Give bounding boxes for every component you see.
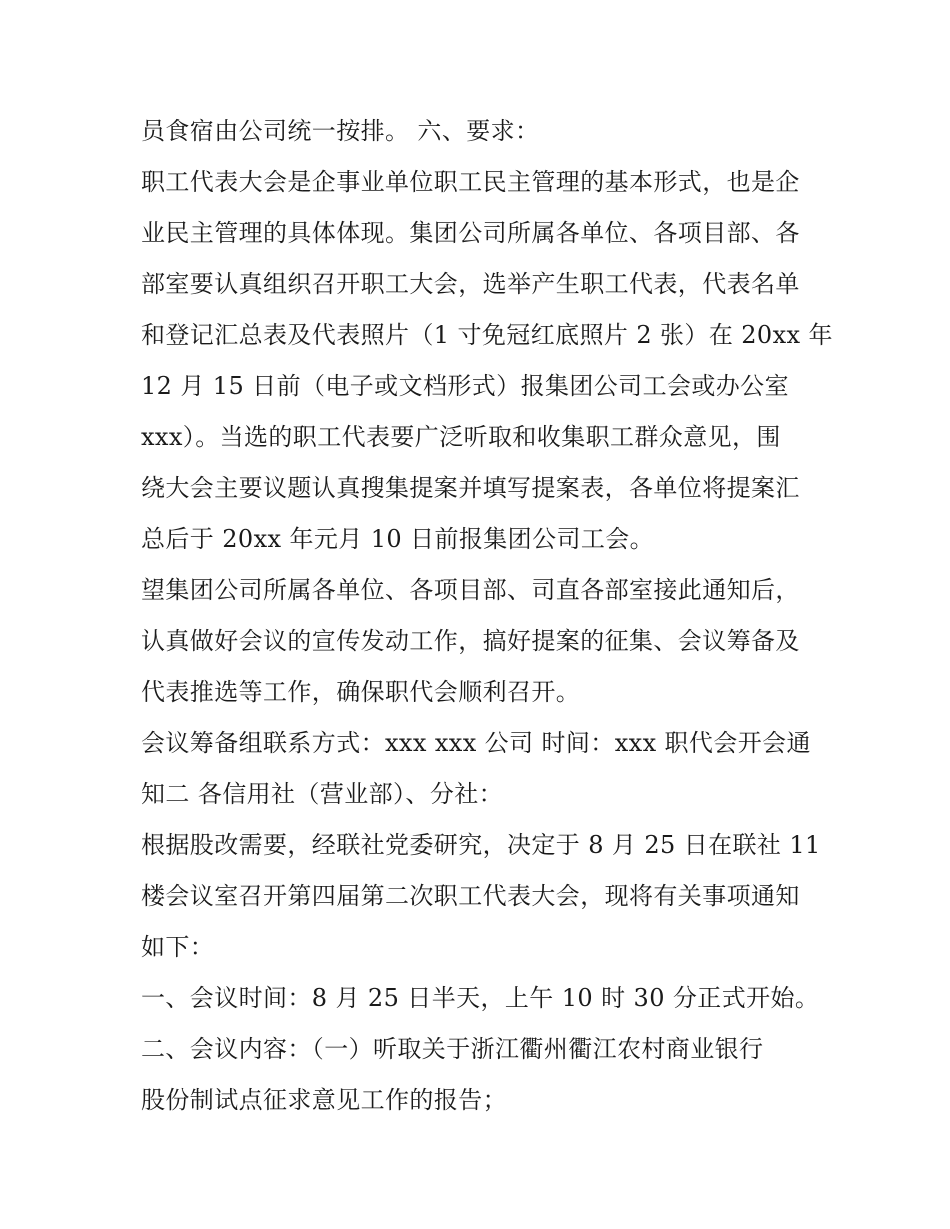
text-line: 员食宿由公司统一按排。 六、要求：: [141, 117, 540, 145]
text-line: 望集团公司所属各单位、各项目部、司直各部室接此通知后，: [141, 576, 800, 604]
text-line: 绕大会主要议题认真搜集提案并填写提案表，各单位将提案汇: [141, 474, 800, 502]
document-body: [141, 106, 833, 1126]
text-line: 总后于 20xx 年元月 10 日前报集团公司工会。: [141, 525, 655, 553]
text-line: 代表推选等工作，确保职代会顺利召开。: [141, 678, 581, 706]
text-line: xxx）。当选的职工代表要广泛听取和收集职工群众意见，围: [141, 423, 781, 451]
text-line: 职工代表大会是企事业单位职工民主管理的基本形式，也是企: [141, 168, 800, 196]
text-line: 二、会议内容：（一）听取关于浙江衢州衢江农村商业银行: [141, 1035, 764, 1063]
text-line: 一、会议时间：8 月 25 日半天，上午 10 时 30 分正式开始。: [141, 984, 820, 1012]
text-line: 部室要认真组织召开职工大会，选举产生职工代表，代表名单: [141, 270, 800, 298]
text-line: 认真做好会议的宣传发动工作，搞好提案的征集、会议筹备及: [141, 627, 800, 655]
text-line: 如下：: [141, 933, 215, 961]
text-line: 股份制试点征求意见工作的报告；: [141, 1086, 507, 1114]
text-line: 知二 各信用社（营业部）、分社：: [141, 780, 504, 808]
text-line: 楼会议室召开第四届第二次职工代表大会，现将有关事项通知: [141, 882, 800, 910]
text-line: 根据股改需要，经联社党委研究，决定于 8 月 25 日在联社 11: [141, 831, 821, 859]
text-line: 和登记汇总表及代表照片（1 寸免冠红底照片 2 张）在 20xx 年: [141, 321, 833, 349]
text-line: 会议筹备组联系方式：xxx xxx 公司 时间：xxx 职代会开会通: [141, 729, 811, 757]
text-line: 业民主管理的具体体现。集团公司所属各单位、各项目部、各: [141, 219, 800, 247]
text-line: 12 月 15 日前（电子或文档形式）报集团公司工会或办公室: [141, 372, 789, 400]
